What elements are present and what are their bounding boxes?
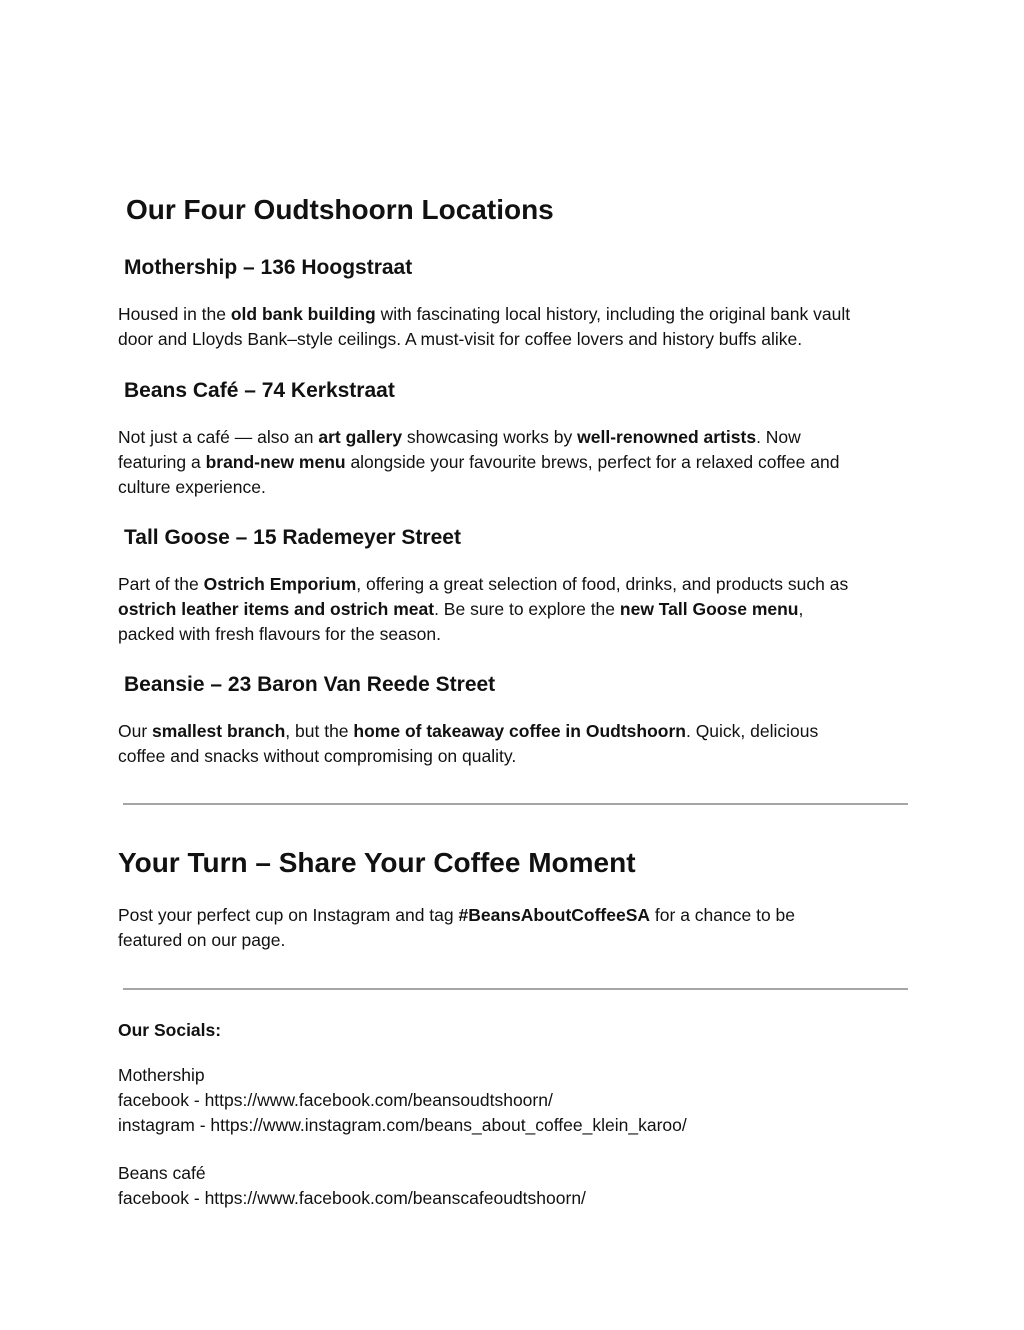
text-line [118, 744, 908, 769]
bold-text: Ostrich Emporium [203, 574, 357, 594]
social-group-beans-cafe [118, 1161, 908, 1211]
text-run: for a chance to be [650, 905, 796, 925]
location-title-tall-goose: Tall Goose – 15 Rademeyer Street [124, 526, 461, 549]
text-line [118, 719, 908, 744]
text-line [118, 425, 908, 450]
social-link-facebook[interactable]: facebook - https://www.facebook.com/beanscafeoudtshoorn/ [118, 1188, 586, 1208]
text-line [118, 928, 908, 953]
bold-text: home of takeaway coffee in Oudtshoorn [353, 721, 686, 741]
text-line [118, 475, 908, 500]
bold-text: brand-new menu [205, 452, 346, 472]
bold-text: new Tall Goose menu [619, 599, 799, 619]
text-run: Part of the [118, 574, 204, 594]
location-title-mothership: Mothership – 136 Hoogstraat [124, 256, 413, 279]
text-run: Not just a café — also an [118, 427, 319, 447]
text-run: Housed in the [118, 304, 231, 324]
text-run: Our [118, 721, 153, 741]
text-line [118, 302, 908, 327]
bold-text: art gallery [318, 427, 403, 447]
text-run: showcasing works by [402, 427, 578, 447]
text-line [118, 450, 908, 475]
location-title-beans-cafe: Beans Café – 74 Kerkstraat [124, 379, 395, 402]
text-line [118, 572, 908, 597]
text-run: . Quick, delicious [685, 721, 819, 741]
text-run: featured on our page. [118, 930, 286, 950]
socials-label: Our Socials: [118, 1020, 222, 1040]
location-desc-tall-goose [118, 572, 908, 647]
social-group-name: Mothership [118, 1065, 205, 1085]
text-line [118, 622, 908, 647]
divider [123, 803, 908, 805]
text-run: coffee and snacks without compromising on quality. [118, 746, 517, 766]
text-line [118, 597, 908, 622]
text-run: with fascinating local history, including the original bank vault [375, 304, 851, 324]
text-run: Post your perfect cup on Instagram and tag [118, 905, 459, 925]
bold-text: old bank building [230, 304, 376, 324]
text-run: alongside your favourite brews, perfect for a relaxed coffee and [345, 452, 840, 472]
location-desc-mothership [118, 302, 908, 352]
social-link-instagram[interactable]: instagram - https://www.instagram.com/beans_about_coffee_klein_karoo/ [118, 1115, 687, 1135]
text-run: culture experience. [118, 477, 266, 497]
social-group-name: Beans café [118, 1163, 206, 1183]
text-line [118, 327, 908, 352]
location-desc-beansie [118, 719, 908, 769]
text-run: door and Lloyds Bank–style ceilings. A must-visit for coffee lovers and history buffs alike. [118, 329, 803, 349]
bold-text: well-renowned artists [577, 427, 757, 447]
share-text [118, 903, 908, 953]
text-run: , [798, 599, 804, 619]
text-line [118, 903, 908, 928]
bold-text: smallest branch [152, 721, 286, 741]
text-run: . Be sure to explore the [434, 599, 620, 619]
text-run: , but the [285, 721, 354, 741]
social-link-facebook[interactable]: facebook - https://www.facebook.com/beansoudtshoorn/ [118, 1090, 553, 1110]
text-run: packed with fresh flavours for the season. [118, 624, 441, 644]
text-run: , offering a great selection of food, drinks, and products such as [356, 574, 849, 594]
location-title-beansie: Beansie – 23 Baron Van Reede Street [124, 673, 496, 696]
social-group-mothership [118, 1063, 908, 1138]
share-heading: Your Turn – Share Your Coffee Moment [118, 847, 636, 878]
bold-text: #BeansAboutCoffeeSA [458, 905, 651, 925]
bold-text: ostrich leather items and ostrich meat [118, 599, 435, 619]
location-desc-beans-cafe [118, 425, 908, 500]
locations-heading: Our Four Oudtshoorn Locations [126, 194, 554, 225]
text-run: . Now [756, 427, 801, 447]
text-run: featuring a [118, 452, 206, 472]
divider [123, 988, 908, 990]
